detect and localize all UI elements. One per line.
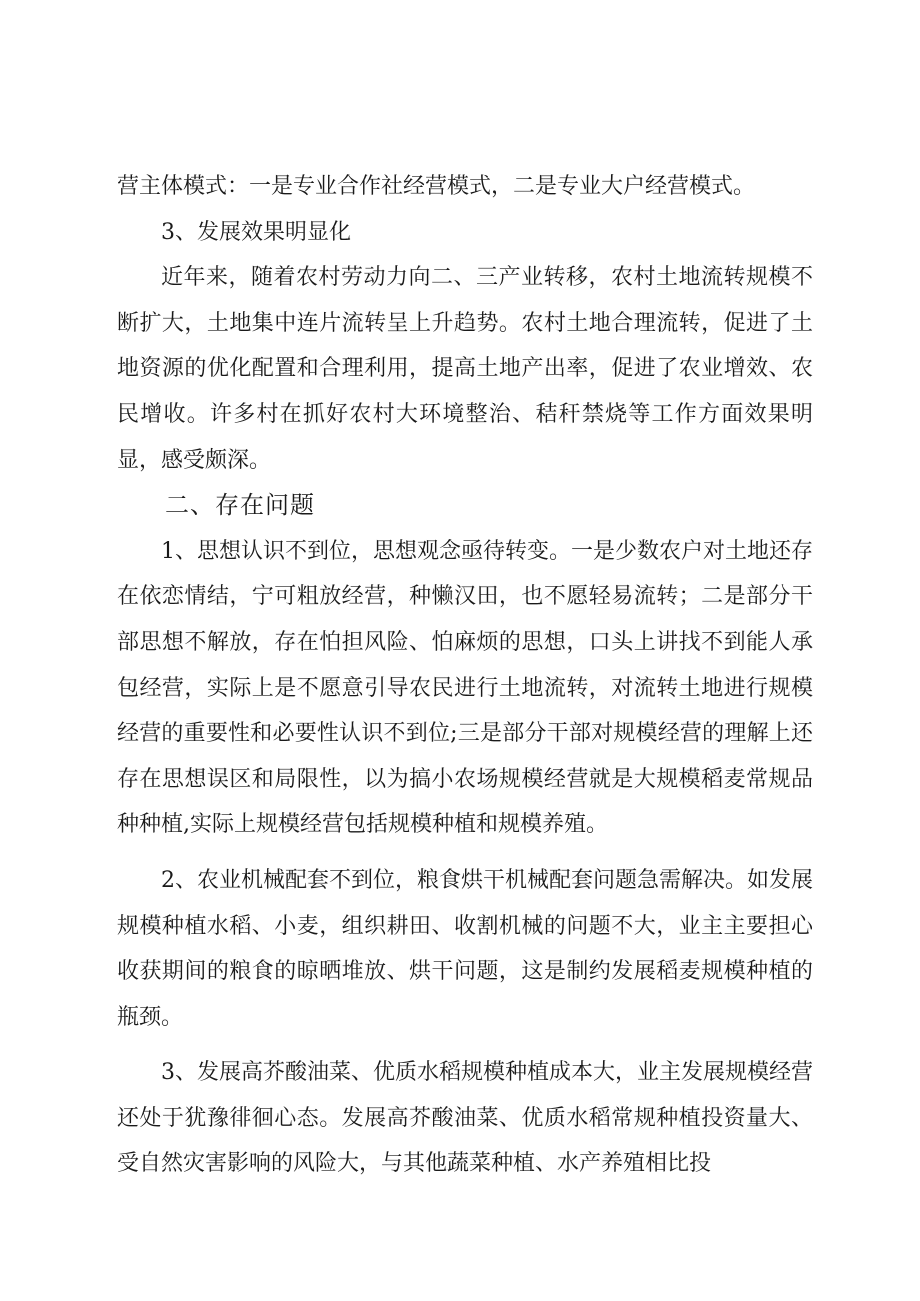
section-heading-problems: 二、存在问题 xyxy=(165,491,315,520)
continuation-paragraph: 营主体模式：一是专业合作社经营模式，二是专业大户经营模式。 xyxy=(117,174,756,199)
paragraph-problem-3: 3、发展高芥酸油菜、优质水稻规模种植成本大，业主发展规模经营还处于犹豫徘徊心态。发展高芥酸油菜、优质水稻常规种植投资量大、受自然灾害影响的风险大，与其他蔬菜种植、水产养殖相比投 xyxy=(117,1060,813,1177)
paragraph-problem-2: 2、农业机械配套不到位，粮食烘干机械配套问题急需解决。如发展规模种植水稻、小麦，组织耕田、收割机械的问题不大，业主主要担心收获期间的粮食的晾晒堆放、烘干问题，这是制约发展稻麦规模种植的瓶颈。 xyxy=(117,867,813,1030)
paragraph-problem-1: 1、思想认识不到位，思想观念亟待转变。一是少数农户对土地还存在依恋情结，宁可粗放经营，种懒汉田，也不愿轻易流转；二是部分干部思想不解放，存在怕担风险、怕麻烦的思想，口头上讲找不到能人承包经营，实际上是不愿意引导农民进行土地流转，对流转土地进行规模经营的重要性和必要性认识不到位;三是部分干部对规模经营的理解上还存在思想误区和局限性，以为搞小农场规模经营就是大规模稻麦常规品种种植,实际上规模经营包括规模种植和规模养殖。 xyxy=(117,538,813,838)
document-body xyxy=(117,164,813,1187)
subheading-development-effect: 3、发展效果明显化 xyxy=(161,219,351,245)
paragraph-development-effect: 近年来，随着农村劳动力向二、三产业转移，农村土地流转规模不断扩大，土地集中连片流转呈上升趋势。农村土地合理流转，促进了土地资源的优化配置和合理利用，提高土地产出率，促进了农业增效、农民增收。许多村在抓好农村大环境整治、秸秆禁烧等工作方面效果明显，感受颇深。 xyxy=(117,265,813,473)
